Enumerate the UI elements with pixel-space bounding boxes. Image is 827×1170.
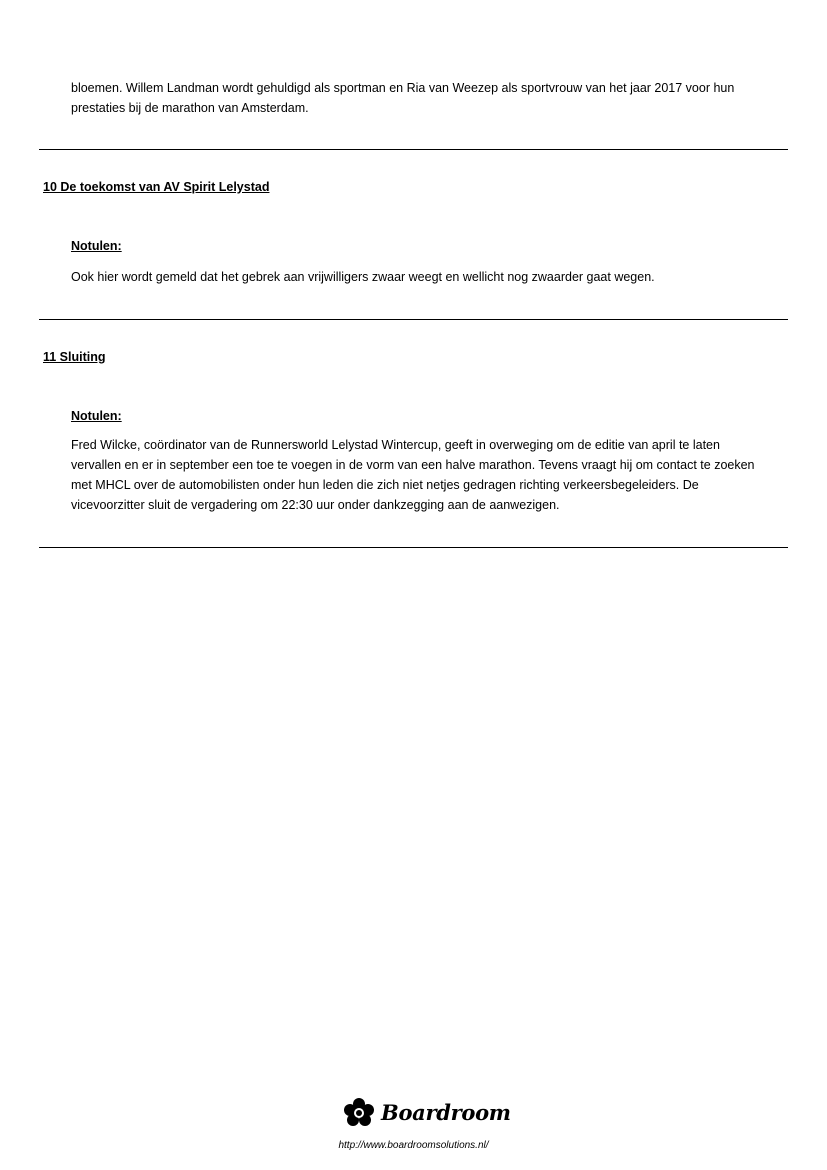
footer-url: http://www.boardroomsolutions.nl/ <box>338 1140 489 1151</box>
notulen-body: Fred Wilcke, coördinator van de Runnersworld Lelystad Wintercup, geeft in overweging om de editie van april te laten vervallen en er in september een toe te voegen in de vorm van een halve marathon. Tevens vraagt hij om contact te zoeken met MHCL over de automobilisten onder hun leden die zich niet netjes gedragen richting verkeersbegeleiders. De vicevoorzitter sluit de vergadering om 22:30 uur onder dankzegging aan de aanwezigen. <box>71 438 755 512</box>
section-heading-toekomst: 10 De toekomst van AV Spirit Lelystad <box>43 180 270 194</box>
boardroom-logo <box>343 1098 511 1126</box>
section-divider <box>39 319 788 320</box>
section-divider <box>39 149 788 150</box>
continuation-paragraph: bloemen. Willem Landman wordt gehuldigd als sportman en Ria van Weezep als sportvrouw van het jaar 2017 voor hun prestaties bij de marathon van Amsterdam. <box>71 81 735 115</box>
section-divider <box>39 547 788 548</box>
notulen-body: Ook hier wordt gemeld dat het gebrek aan vrijwilligers zwaar weegt en wellicht nog zwaarder gaat wegen. <box>71 270 655 284</box>
logo-text: Boardroom <box>381 1099 511 1125</box>
notulen-label: Notulen: <box>71 239 122 253</box>
section-heading-sluiting: 11 Sluiting <box>43 350 106 364</box>
flower-logo-icon <box>343 1098 375 1126</box>
notulen-label: Notulen: <box>71 409 122 423</box>
